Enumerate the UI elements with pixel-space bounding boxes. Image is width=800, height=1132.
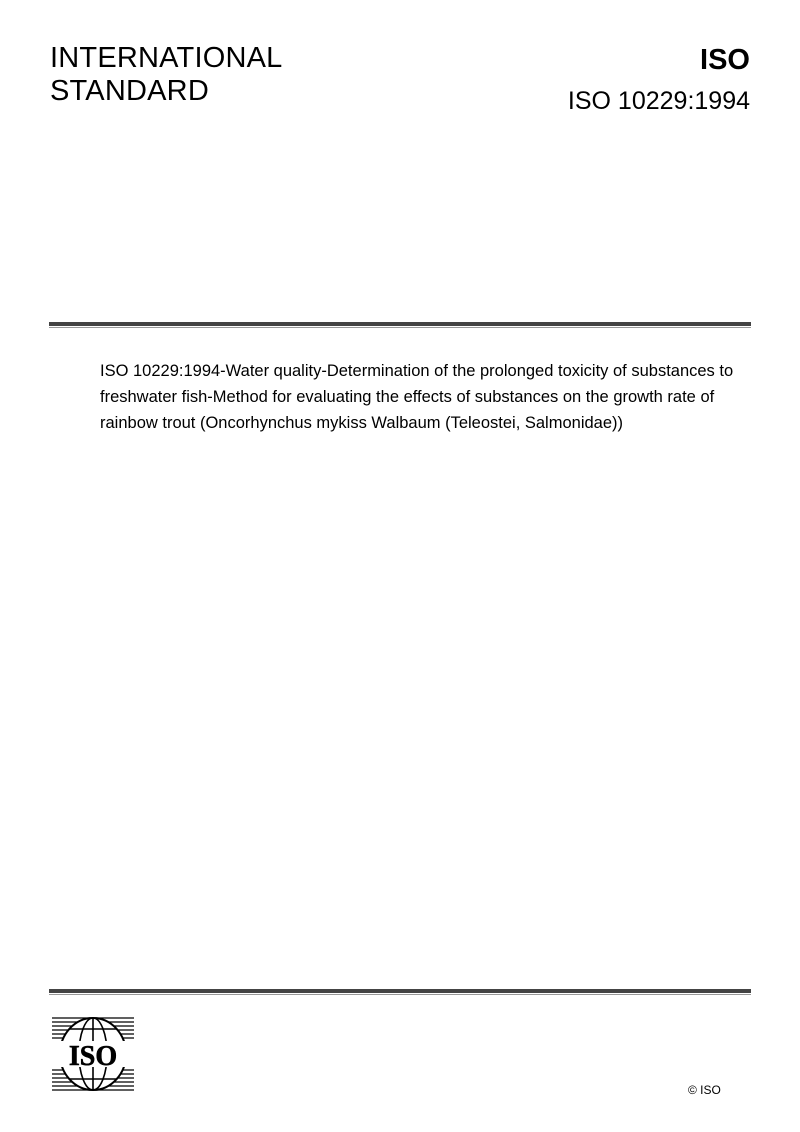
top-divider	[49, 322, 751, 328]
standard-number: ISO 10229:1994	[567, 87, 750, 115]
copyright-notice: © ISO	[688, 1083, 721, 1097]
document-title: ISO 10229:1994-Water quality-Determination of the prolonged toxicity of substances to freshwater fish-Method for evaluating the effects of substances on the growth rate of rainbow trout (Oncorhynchus mykiss Walbaum (Teleostei, Salmonidae))	[100, 362, 734, 432]
bottom-divider	[49, 989, 751, 995]
iso-logo	[52, 1015, 134, 1093]
document-type-line1: INTERNATIONAL	[50, 42, 283, 74]
standard-identifier	[568, 42, 750, 116]
iso-brand: ISO	[700, 44, 750, 76]
document-type	[50, 42, 282, 108]
document-type-line2: STANDARD	[50, 75, 209, 107]
iso-logo-text: ISO	[68, 1041, 118, 1072]
